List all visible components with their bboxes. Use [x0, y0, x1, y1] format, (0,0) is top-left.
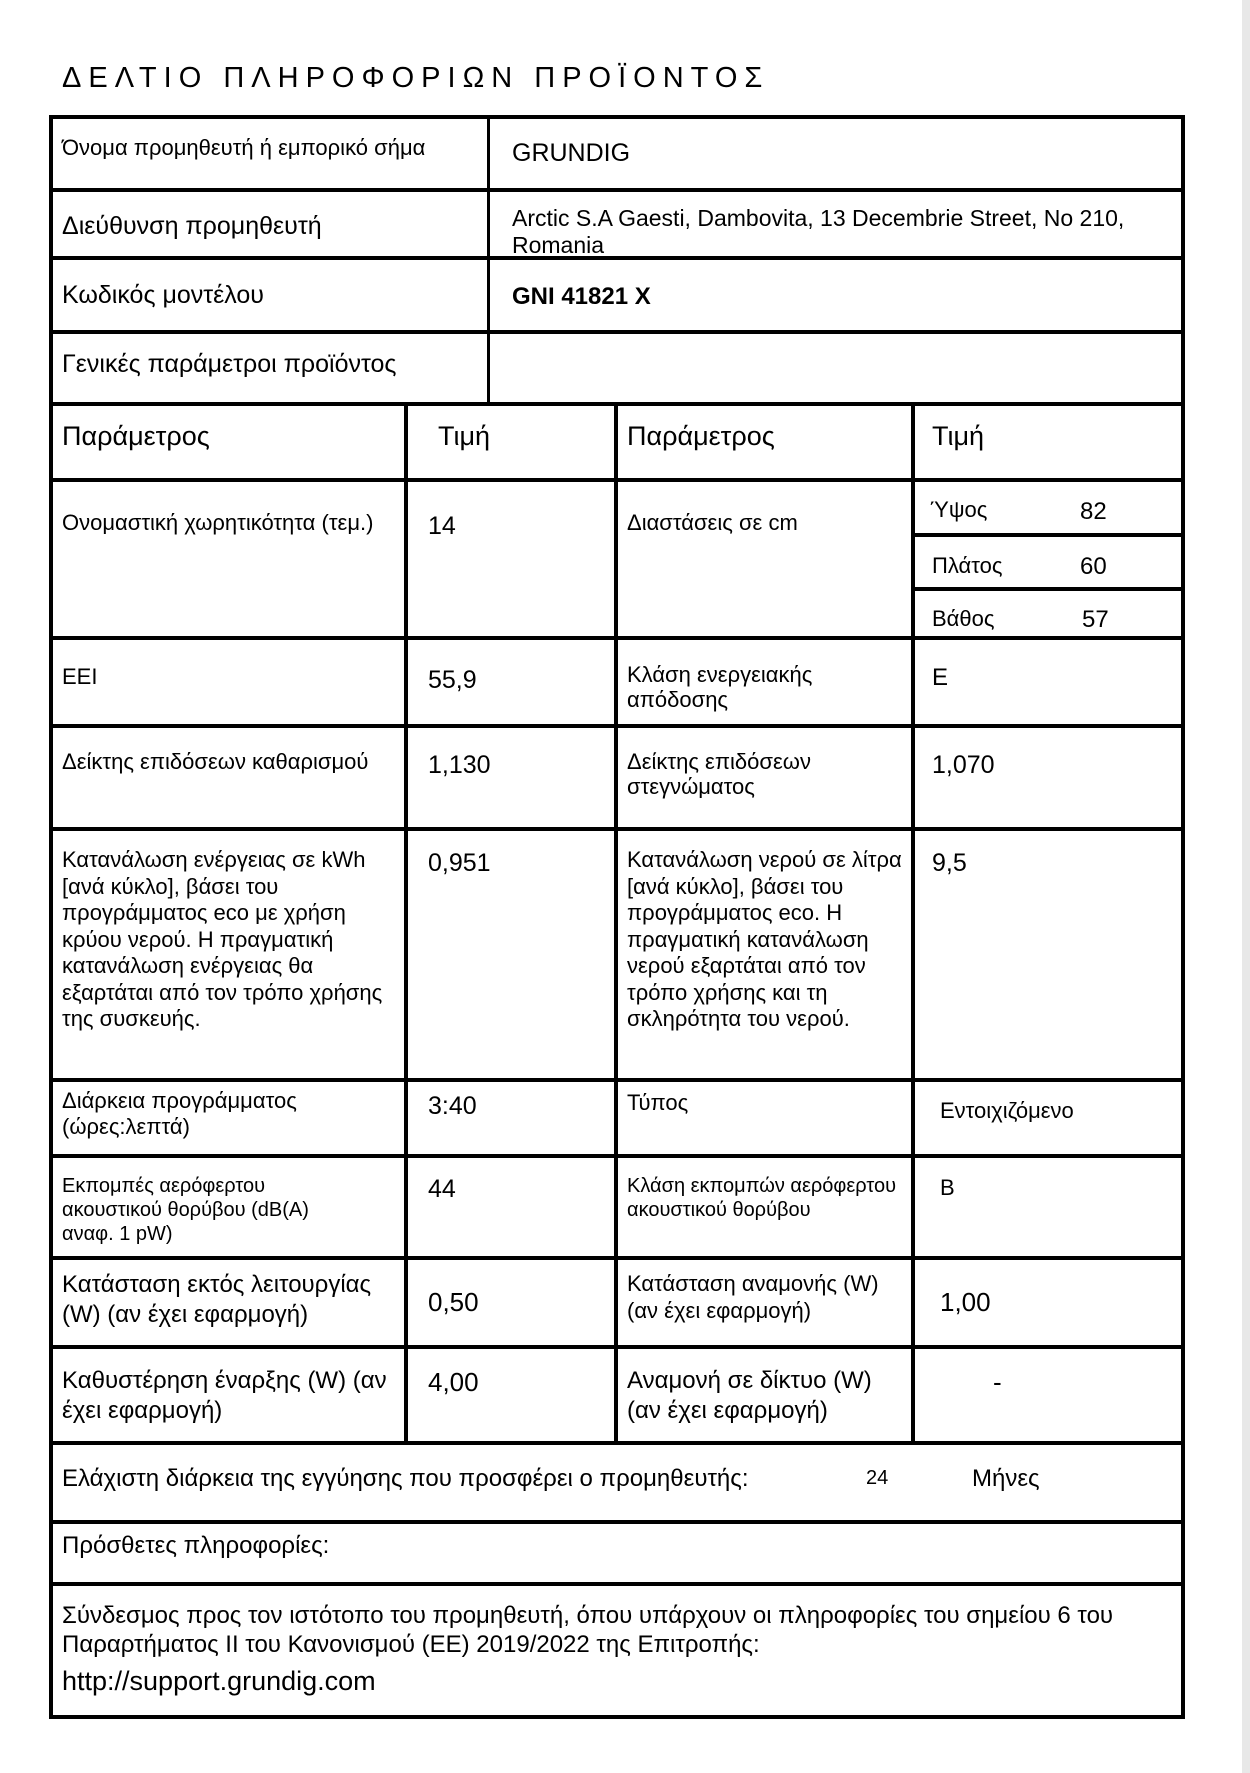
column-header-param-right: Παράμετρος: [627, 421, 775, 451]
model-value: GNI 41821 X: [512, 283, 651, 310]
eei-label: EEI: [62, 664, 98, 689]
column-header-param-left: Παράμετρος: [62, 421, 210, 451]
height-label: Ύψος: [930, 497, 988, 522]
off-mode-label: Κατάσταση εκτός λειτουργίας (W) (αν έχει εφαρμογή): [62, 1271, 372, 1328]
network-standby-value: -: [993, 1367, 1002, 1397]
cleaning-label: Δείκτης επιδόσεων καθαρισμού: [62, 749, 369, 774]
address-value-line2: Romania: [512, 232, 605, 258]
type-label: Τύπος: [627, 1090, 689, 1115]
standby-label: Κατάσταση αναμονής (W) (αν έχει εφαρμογή): [627, 1271, 879, 1323]
energy-class-value: E: [932, 664, 949, 691]
column-header-value-right: Τιμή: [932, 421, 985, 451]
height-value: 82: [1080, 498, 1107, 525]
water-consumption-value: 9,5: [932, 849, 967, 877]
additional-info-label: Πρόσθετες πληροφορίες:: [62, 1532, 330, 1559]
supplier-label: Όνομα προμηθευτή ή εμπορικό σήμα: [62, 135, 426, 160]
depth-value: 57: [1082, 606, 1109, 633]
energy-class-label: Κλάση ενεργειακής απόδοσης: [627, 662, 813, 713]
supplier-url-link[interactable]: http://support.grundig.com: [62, 1666, 376, 1696]
capacity-label: Ονομαστική χωρητικότητα (τεμ.): [62, 510, 374, 535]
general-params-label: Γενικές παράμετροι προϊόντος: [62, 350, 397, 378]
model-label: Κωδικός μοντέλου: [62, 281, 264, 309]
depth-label: Βάθος: [932, 606, 995, 631]
address-label: Διεύθυνση προμηθευτή: [62, 212, 322, 240]
address-value-line1: Arctic S.A Gaesti, Dambovita, 13 Decembrie Street, No 210,: [512, 205, 1125, 231]
energy-consumption-label: Κατανάλωση ενέργειας σε kWh [ανά κύκλο], βάσει του προγράμματος eco με χρήση κρύου νερού. Η πραγματική κατανάλωση ενέργειας θα εξαρτάται από τον τρόπο χρήσης της συσκευής.: [62, 847, 383, 1031]
supplier-value: GRUNDIG: [512, 139, 631, 167]
warranty-unit: Μήνες: [972, 1465, 1040, 1492]
warranty-label: Ελάχιστη διάρκεια της εγγύησης που προσφέρει ο προμηθευτής:: [62, 1465, 749, 1492]
capacity-value: 14: [428, 512, 456, 540]
warranty-value: 24: [866, 1467, 889, 1489]
drying-value: 1,070: [932, 751, 995, 779]
standby-value: 1,00: [940, 1287, 991, 1317]
page-title: ΔΕΛΤΙΟ ΠΛΗΡΟΦΟΡΙΩΝ ΠΡΟΪΟΝΤΟΣ: [62, 62, 770, 94]
network-standby-label: Αναμονή σε δίκτυο (W) (αν έχει εφαρμογή): [627, 1367, 872, 1424]
supplier-link-text: Σύνδεσμος προς τον ιστότοπο του προμηθευτή, όπου υπάρχουν οι πληροφορίες του σημείου 6 του Παραρτήματος II του Κανονισμού (ΕΕ) 2019/2022 της Επιτροπής:: [62, 1602, 1114, 1658]
energy-consumption-value: 0,951: [428, 849, 491, 877]
column-header-value-left: Τιμή: [438, 421, 491, 451]
cleaning-value: 1,130: [428, 751, 491, 779]
noise-label: Εκπομπές αερόφερτου ακουστικού θορύβου (dB(A) αναφ. 1 pW): [62, 1175, 309, 1245]
noise-value: 44: [428, 1175, 456, 1203]
dimensions-label: Διαστάσεις σε cm: [627, 510, 798, 535]
duration-label: Διάρκεια προγράμματος (ώρες:λεπτά): [62, 1088, 297, 1139]
noise-class-label: Κλάση εκπομπών αερόφερτου ακουστικού θορύβου: [627, 1175, 897, 1221]
page-edge: [1242, 0, 1250, 1773]
width-label: Πλάτος: [932, 553, 1003, 578]
water-consumption-label: Κατανάλωση νερού σε λίτρα [ανά κύκλο], βάσει του προγράμματος eco. Η πραγματική κατανάλωση νερού εξαρτάται από τον τρόπο χρήσης και τη σκληρότητα του νερού.: [627, 847, 902, 1031]
width-value: 60: [1080, 553, 1107, 580]
eei-value: 55,9: [428, 666, 477, 694]
noise-class-value: B: [940, 1175, 955, 1200]
duration-value: 3:40: [428, 1092, 477, 1120]
off-mode-value: 0,50: [428, 1287, 479, 1317]
delay-start-label: Καθυστέρηση έναρξης (W) (αν έχει εφαρμογή): [62, 1367, 387, 1424]
type-value: Εντοιχιζόμενο: [940, 1098, 1074, 1123]
delay-start-value: 4,00: [428, 1367, 479, 1397]
drying-label: Δείκτης επιδόσεων στεγνώματος: [627, 749, 811, 800]
